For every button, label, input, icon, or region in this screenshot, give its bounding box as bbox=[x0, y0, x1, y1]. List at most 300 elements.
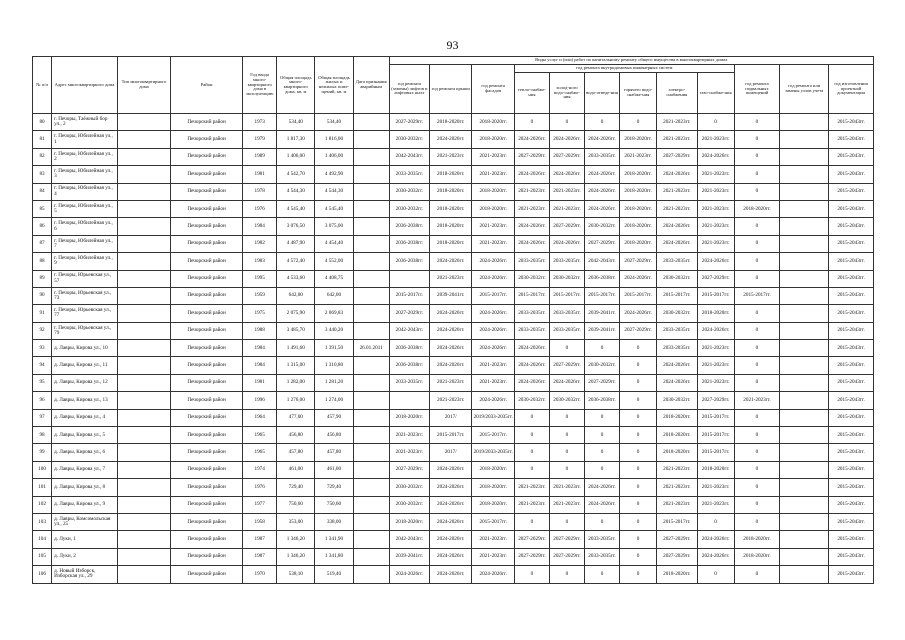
cell-roof: 2024-2026гг. bbox=[430, 548, 472, 565]
cell-address: г. Печоры, Юбилейная ул., 9 bbox=[52, 253, 118, 270]
cell-hot-water: 0 bbox=[620, 340, 657, 357]
cell-address: д. Луки, 2 bbox=[52, 548, 118, 565]
cell-emergency-date bbox=[353, 166, 389, 183]
cell-facade: 2021-2023гг. bbox=[472, 357, 514, 374]
cell-hot-water: 2018-2020гг. bbox=[620, 235, 657, 252]
cell-electric: 2024-2026гг. bbox=[657, 166, 697, 183]
cell-metering bbox=[780, 357, 829, 374]
cell-sewer: 0 bbox=[584, 461, 619, 478]
cell-elevators: 2039-2041гг. bbox=[389, 548, 429, 565]
cell-basement: 0 bbox=[734, 305, 780, 322]
cell-area-total: 4 572,40 bbox=[277, 253, 315, 270]
cell-year: 1976 bbox=[243, 200, 277, 217]
cell-address: г. Печоры, Юбилейная ул., 1 bbox=[52, 131, 118, 148]
cell-number: 96 bbox=[33, 392, 52, 409]
cell-year: 1984 bbox=[243, 340, 277, 357]
page-number: 93 bbox=[446, 38, 459, 52]
cell-heat: 2024-2026гг. bbox=[514, 166, 549, 183]
cell-hot-water: 0 bbox=[620, 479, 657, 496]
cell-sewer: 2033-2035гг. bbox=[584, 548, 619, 565]
cell-basement: 0 bbox=[734, 409, 780, 426]
cell-gas: 2024-2026гг. bbox=[697, 148, 734, 165]
cell-cold-water: 2027-2029гг. bbox=[549, 548, 584, 565]
cell-gas: 2021-2023гг. bbox=[697, 357, 734, 374]
cell-gas: 0 bbox=[697, 114, 734, 131]
cell-sewer: 0 bbox=[584, 566, 619, 583]
cell-area-total: 1 817,30 bbox=[277, 131, 315, 148]
cell-hot-water: 2018-2020гг. bbox=[620, 218, 657, 235]
cell-heat: 2024-2026гг. bbox=[514, 374, 549, 391]
cell-design-docs: 2015-2043гг. bbox=[829, 166, 874, 183]
cell-hot-water: 0 bbox=[620, 114, 657, 131]
table-row bbox=[33, 131, 874, 148]
cell-area-premises: 456,80 bbox=[315, 427, 353, 444]
cell-metering bbox=[780, 566, 829, 583]
cell-address: д. Лавры, Кирова ул., 6 bbox=[52, 444, 118, 461]
cell-type bbox=[117, 287, 170, 304]
cell-type bbox=[117, 200, 170, 217]
cell-type bbox=[117, 270, 170, 287]
cell-design-docs: 2015-2043гг. bbox=[829, 409, 874, 426]
table-row bbox=[33, 253, 874, 270]
cell-heat: 2024-2026гг. bbox=[514, 340, 549, 357]
cell-heat: 0 bbox=[514, 114, 549, 131]
cell-year: 1995 bbox=[243, 270, 277, 287]
cell-district: Печорский район bbox=[171, 513, 243, 530]
cell-cold-water: 2033-2035гг. bbox=[549, 305, 584, 322]
cell-facade: 2018-2020гг. bbox=[472, 183, 514, 200]
cell-area-total: 1 491,60 bbox=[277, 340, 315, 357]
table-row bbox=[33, 566, 874, 583]
cell-electric: 2033-2035гг. bbox=[657, 253, 697, 270]
cell-address: д. Лавры, Кирова ул., 4 bbox=[52, 409, 118, 426]
cell-district: Печорский район bbox=[171, 340, 243, 357]
cell-cold-water: 0 bbox=[549, 566, 584, 583]
cell-elevators: 2042-2043гг. bbox=[389, 322, 429, 339]
cell-elevators: 2036-2038гг. bbox=[389, 218, 429, 235]
cell-address: г. Печоры, Юбилейная ул., 6 bbox=[52, 218, 118, 235]
cell-design-docs: 2015-2043гг. bbox=[829, 287, 874, 304]
cell-number: 93 bbox=[33, 340, 52, 357]
cell-elevators: 2036-2038гг. bbox=[389, 253, 429, 270]
cell-design-docs: 2015-2043гг. bbox=[829, 392, 874, 409]
cell-sewer: 2039-2041гг. bbox=[584, 322, 619, 339]
cell-type bbox=[117, 218, 170, 235]
cell-area-total: 4 545,40 bbox=[277, 200, 315, 217]
cell-year: 1984 bbox=[243, 357, 277, 374]
cell-electric: 2018-2020гг. bbox=[657, 566, 697, 583]
cell-design-docs: 2015-2043гг. bbox=[829, 566, 874, 583]
cell-sewer: 0 bbox=[584, 340, 619, 357]
cell-area-premises: 4 408,75 bbox=[315, 270, 353, 287]
cell-district: Печорский район bbox=[171, 287, 243, 304]
cell-emergency-date bbox=[353, 392, 389, 409]
cell-address: д. Лавры, Кирова ул., 11 bbox=[52, 357, 118, 374]
cell-gas: 2024-2026гг. bbox=[697, 531, 734, 548]
cell-cold-water: 0 bbox=[549, 513, 584, 530]
cell-sewer: 0 bbox=[584, 513, 619, 530]
cell-roof: 2024-2026гг. bbox=[430, 461, 472, 478]
cell-facade: 2021-2023гг. bbox=[472, 235, 514, 252]
header-sewer: водо-отведе-ния bbox=[584, 73, 619, 114]
cell-gas: 2021-2023гг. bbox=[697, 479, 734, 496]
cell-heat: 0 bbox=[514, 461, 549, 478]
cell-address: д. Лавры, Кирова ул., 7 bbox=[52, 461, 118, 478]
cell-area-total: 729,40 bbox=[277, 479, 315, 496]
cell-area-premises: 519,40 bbox=[315, 566, 353, 583]
cell-basement: 2018-2020гг. bbox=[734, 548, 780, 565]
cell-address: д. Лавры, Комсомольская ул., 25 bbox=[52, 513, 118, 530]
cell-emergency-date: 26.01.2011 bbox=[353, 340, 389, 357]
cell-area-total: 3 485,70 bbox=[277, 322, 315, 339]
cell-cold-water: 2027-2029гг. bbox=[549, 531, 584, 548]
cell-basement: 0 bbox=[734, 114, 780, 131]
cell-address: д. Луки, 1 bbox=[52, 531, 118, 548]
cell-design-docs: 2015-2043гг. bbox=[829, 357, 874, 374]
cell-number: 106 bbox=[33, 566, 52, 583]
cell-elevators: 2030-2032гг. bbox=[389, 200, 429, 217]
cell-emergency-date bbox=[353, 374, 389, 391]
cell-area-premises: 338,00 bbox=[315, 513, 353, 530]
cell-elevators: 2030-2032гг. bbox=[389, 496, 429, 513]
cell-metering bbox=[780, 479, 829, 496]
cell-address: д. Лавры, Кирова ул., 10 bbox=[52, 340, 118, 357]
cell-gas: 2021-2023гг. bbox=[697, 496, 734, 513]
cell-basement: 2018-2020гг. bbox=[734, 200, 780, 217]
cell-emergency-date bbox=[353, 148, 389, 165]
cell-elevators: 2030-2032гг. bbox=[389, 183, 429, 200]
cell-roof: 2024-2026гг. bbox=[430, 566, 472, 583]
cell-sewer: 2024-2026гг. bbox=[584, 479, 619, 496]
cell-cold-water: 2024-2026гг. bbox=[549, 235, 584, 252]
cell-address: г. Печоры, Юбилейная ул., 2 bbox=[52, 148, 118, 165]
cell-district: Печорский район bbox=[171, 566, 243, 583]
header-hot-water: горячего водо-снабже-ния bbox=[620, 73, 657, 114]
cell-design-docs: 2015-2043гг. bbox=[829, 270, 874, 287]
cell-number: 98 bbox=[33, 427, 52, 444]
cell-type bbox=[117, 357, 170, 374]
cell-emergency-date bbox=[353, 427, 389, 444]
cell-design-docs: 2015-2043гг. bbox=[829, 218, 874, 235]
cell-type bbox=[117, 409, 170, 426]
cell-basement: 0 bbox=[734, 183, 780, 200]
header-address: Адрес многоквартирного дома bbox=[52, 57, 118, 114]
cell-heat: 2021-2023гг. bbox=[514, 496, 549, 513]
cell-heat: 0 bbox=[514, 409, 549, 426]
cell-metering bbox=[780, 131, 829, 148]
cell-facade: 2024-2026гг. bbox=[472, 340, 514, 357]
cell-electric: 2015-2017гг. bbox=[657, 513, 697, 530]
cell-metering bbox=[780, 461, 829, 478]
cell-area-premises: 534,40 bbox=[315, 114, 353, 131]
cell-emergency-date bbox=[353, 479, 389, 496]
cell-design-docs: 2015-2043гг. bbox=[829, 513, 874, 530]
cell-hot-water: 0 bbox=[620, 444, 657, 461]
cell-district: Печорский район bbox=[171, 114, 243, 131]
cell-elevators: 2018-2020гг. bbox=[389, 513, 429, 530]
cell-year: 1981 bbox=[243, 374, 277, 391]
cell-heat: 2030-2032гг. bbox=[514, 392, 549, 409]
cell-cold-water: 2024-2026гг. bbox=[549, 166, 584, 183]
cell-facade: 2019/2033-2035гг. bbox=[472, 409, 514, 426]
cell-electric: 2033-2035гг. bbox=[657, 322, 697, 339]
cell-roof: 2024-2026гг. bbox=[430, 253, 472, 270]
cell-sewer: 2024-2026гг. bbox=[584, 131, 619, 148]
cell-hot-water: 2018-2020гг. bbox=[620, 131, 657, 148]
cell-area-total: 1 276,00 bbox=[277, 392, 315, 409]
cell-gas: 2015-2017гг. bbox=[697, 427, 734, 444]
cell-district: Печорский район bbox=[171, 253, 243, 270]
cell-hot-water: 0 bbox=[620, 531, 657, 548]
cell-facade: 2024-2026гг. bbox=[472, 392, 514, 409]
cell-cold-water: 2015-2017гг. bbox=[549, 287, 584, 304]
cell-facade: 2024-2026гг. bbox=[472, 305, 514, 322]
cell-basement: 0 bbox=[734, 496, 780, 513]
cell-area-total: 1 315,00 bbox=[277, 357, 315, 374]
cell-design-docs: 2015-2043гг. bbox=[829, 374, 874, 391]
cell-district: Печорский район bbox=[171, 131, 243, 148]
cell-type bbox=[117, 374, 170, 391]
cell-emergency-date bbox=[353, 357, 389, 374]
cell-area-total: 750,60 bbox=[277, 496, 315, 513]
cell-area-total: 2 075,90 bbox=[277, 305, 315, 322]
cell-electric: 2021-2023гг. bbox=[657, 200, 697, 217]
cell-design-docs: 2015-2043гг. bbox=[829, 114, 874, 131]
cell-district: Печорский район bbox=[171, 270, 243, 287]
cell-cold-water: 2030-2032гг. bbox=[549, 392, 584, 409]
cell-sewer: 2042-2043гг. bbox=[584, 253, 619, 270]
cell-heat: 2033-2035гг. bbox=[514, 253, 549, 270]
cell-address: д. Лавры, Кирова ул., 12 bbox=[52, 374, 118, 391]
cell-facade: 2021-2023гг. bbox=[472, 374, 514, 391]
cell-electric: 2021-2023гг. bbox=[657, 131, 697, 148]
cell-hot-water: 0 bbox=[620, 392, 657, 409]
cell-gas: 2021-2023гг. bbox=[697, 340, 734, 357]
cell-heat: 0 bbox=[514, 444, 549, 461]
cell-elevators: 2021-2023гг. bbox=[389, 427, 429, 444]
cell-roof: 2021-2023гг. bbox=[430, 270, 472, 287]
cell-cold-water: 2033-2035гг. bbox=[549, 322, 584, 339]
table-row bbox=[33, 409, 874, 426]
cell-roof: 2024-2026гг. bbox=[430, 322, 472, 339]
cell-electric: 2027-2029гг. bbox=[657, 148, 697, 165]
cell-gas: 2021-2023гг. bbox=[697, 218, 734, 235]
cell-district: Печорский район bbox=[171, 200, 243, 217]
cell-year: 1965 bbox=[243, 427, 277, 444]
cell-basement: 0 bbox=[734, 131, 780, 148]
cell-area-total: 456,80 bbox=[277, 427, 315, 444]
cell-metering bbox=[780, 287, 829, 304]
table-row bbox=[33, 340, 874, 357]
cell-design-docs: 2015-2043гг. bbox=[829, 531, 874, 548]
cell-basement: 0 bbox=[734, 444, 780, 461]
cell-elevators: 2042-2043гг. bbox=[389, 531, 429, 548]
cell-elevators: 2036-2038гг. bbox=[389, 235, 429, 252]
cell-district: Печорский район bbox=[171, 496, 243, 513]
cell-number: 88 bbox=[33, 253, 52, 270]
cell-facade: 2024-2026гг. bbox=[472, 270, 514, 287]
cell-number: 99 bbox=[33, 444, 52, 461]
cell-sewer: 2024-2026гг. bbox=[584, 166, 619, 183]
cell-hot-water: 2018-2020гг. bbox=[620, 166, 657, 183]
cell-area-premises: 1 391,50 bbox=[315, 340, 353, 357]
cell-number: 86 bbox=[33, 218, 52, 235]
cell-elevators: 2033-2035гг. bbox=[389, 374, 429, 391]
cell-address: г. Печоры, Таёжный бор ул., 2 bbox=[52, 114, 118, 131]
cell-roof: 2021-2023гг. bbox=[430, 148, 472, 165]
cell-roof: 2024-2026гг. bbox=[430, 340, 472, 357]
cell-roof: 2018-2020гг. bbox=[430, 200, 472, 217]
header-metering: год ремонта или замены узлов учета bbox=[780, 65, 829, 114]
header-roof: год ремонта крыши bbox=[430, 65, 472, 114]
cell-type bbox=[117, 392, 170, 409]
cell-facade: 2018-2020гг. bbox=[472, 461, 514, 478]
cell-type bbox=[117, 253, 170, 270]
cell-cold-water: 2027-2029гг. bbox=[549, 357, 584, 374]
cell-area-premises: 4 492,90 bbox=[315, 166, 353, 183]
cell-sewer: 2030-2032гг. bbox=[584, 357, 619, 374]
cell-emergency-date bbox=[353, 200, 389, 217]
cell-basement: 0 bbox=[734, 340, 780, 357]
table-row bbox=[33, 200, 874, 217]
cell-facade: 2018-2020гг. bbox=[472, 496, 514, 513]
cell-basement: 0 bbox=[734, 322, 780, 339]
cell-area-total: 457,80 bbox=[277, 444, 315, 461]
cell-year: 1978 bbox=[243, 183, 277, 200]
cell-address: г. Печоры, Юбилейная ул., 3 bbox=[52, 166, 118, 183]
header-systems-group: год ремонта внутридомовых инженерных систем bbox=[514, 65, 734, 73]
cell-type bbox=[117, 148, 170, 165]
header-district: Район bbox=[171, 57, 243, 114]
cell-hot-water: 2015-2017гг. bbox=[620, 287, 657, 304]
cell-roof: 2039-2041гг. bbox=[430, 287, 472, 304]
cell-design-docs: 2015-2043гг. bbox=[829, 461, 874, 478]
cell-number: 81 bbox=[33, 131, 52, 148]
cell-emergency-date bbox=[353, 235, 389, 252]
cell-elevators: 2036-2038гг. bbox=[389, 357, 429, 374]
cell-electric: 2021-2023гг. bbox=[657, 461, 697, 478]
cell-emergency-date bbox=[353, 183, 389, 200]
cell-gas: 2027-2029гг. bbox=[697, 392, 734, 409]
cell-district: Печорский район bbox=[171, 444, 243, 461]
table-row bbox=[33, 305, 874, 322]
cell-metering bbox=[780, 148, 829, 165]
cell-district: Печорский район bbox=[171, 548, 243, 565]
cell-electric: 2018-2020гг. bbox=[657, 427, 697, 444]
cell-number: 104 bbox=[33, 531, 52, 548]
cell-facade: 2019/2033-2035гг. bbox=[472, 444, 514, 461]
cell-gas: 2024-2026гг. bbox=[697, 548, 734, 565]
cell-emergency-date bbox=[353, 409, 389, 426]
cell-basement: 0 bbox=[734, 253, 780, 270]
cell-hot-water: 2018-2020гг. bbox=[620, 200, 657, 217]
cell-year: 1989 bbox=[243, 148, 277, 165]
cell-sewer: 0 bbox=[584, 409, 619, 426]
cell-sewer: 2024-2026гг. bbox=[584, 496, 619, 513]
cell-type bbox=[117, 235, 170, 252]
cell-type bbox=[117, 531, 170, 548]
table-row bbox=[33, 270, 874, 287]
cell-year: 1973 bbox=[243, 114, 277, 131]
table-row bbox=[33, 513, 874, 530]
cell-metering bbox=[780, 392, 829, 409]
cell-district: Печорский район bbox=[171, 322, 243, 339]
cell-elevators: 2033-2035гг. bbox=[389, 166, 429, 183]
cell-metering bbox=[780, 235, 829, 252]
cell-metering bbox=[780, 183, 829, 200]
cell-heat: 2027-2029гг. bbox=[514, 531, 549, 548]
cell-area-premises: 457,90 bbox=[315, 409, 353, 426]
cell-emergency-date bbox=[353, 531, 389, 548]
cell-area-premises: 3 075,00 bbox=[315, 218, 353, 235]
cell-area-premises: 729,40 bbox=[315, 479, 353, 496]
cell-district: Печорский район bbox=[171, 374, 243, 391]
cell-cold-water: 2021-2023гг. bbox=[549, 200, 584, 217]
cell-number: 97 bbox=[33, 409, 52, 426]
cell-area-total: 1 346,20 bbox=[277, 531, 315, 548]
cell-sewer: 0 bbox=[584, 427, 619, 444]
cell-cold-water: 0 bbox=[549, 461, 584, 478]
cell-gas: 2021-2023гг. bbox=[697, 235, 734, 252]
cell-metering bbox=[780, 114, 829, 131]
cell-facade: 2021-2023гг. bbox=[472, 531, 514, 548]
cell-number: 103 bbox=[33, 513, 52, 530]
cell-area-total: 1 346,20 bbox=[277, 548, 315, 565]
cell-area-premises: 4 544,30 bbox=[315, 183, 353, 200]
cell-year: 1974 bbox=[243, 461, 277, 478]
header-type: Тип многоквартирного дома bbox=[117, 57, 170, 114]
cell-roof: 2015-2017гг. bbox=[430, 427, 472, 444]
cell-area-premises: 3 440,20 bbox=[315, 322, 353, 339]
cell-address: г. Печоры, Юрьевская ул., 79 bbox=[52, 322, 118, 339]
cell-basement: 0 bbox=[734, 427, 780, 444]
cell-area-premises: 1 310,80 bbox=[315, 357, 353, 374]
cell-hot-water: 0 bbox=[620, 427, 657, 444]
cell-gas: 0 bbox=[697, 566, 734, 583]
cell-elevators: 2018-2020гг. bbox=[389, 409, 429, 426]
cell-hot-water: 0 bbox=[620, 548, 657, 565]
table-row bbox=[33, 114, 874, 131]
cell-area-total: 1 282,00 bbox=[277, 374, 315, 391]
cell-sewer: 0 bbox=[584, 444, 619, 461]
cell-facade: 2018-2020гг. bbox=[472, 131, 514, 148]
cell-area-premises: 1 274,00 bbox=[315, 392, 353, 409]
cell-area-premises: 461,00 bbox=[315, 461, 353, 478]
cell-heat: 2027-2029гг. bbox=[514, 148, 549, 165]
cell-sewer: 2036-2038гг. bbox=[584, 270, 619, 287]
cell-area-total: 4 544,30 bbox=[277, 183, 315, 200]
table-row bbox=[33, 166, 874, 183]
cell-elevators: 2027-2029гг. bbox=[389, 305, 429, 322]
cell-area-premises: 1 406,00 bbox=[315, 148, 353, 165]
cell-sewer: 2030-2032гг. bbox=[584, 218, 619, 235]
cell-year: 1984 bbox=[243, 218, 277, 235]
cell-basement: 0 bbox=[734, 235, 780, 252]
cell-cold-water: 2024-2026гг. bbox=[549, 374, 584, 391]
cell-type bbox=[117, 166, 170, 183]
cell-hot-water: 2021-2023гг. bbox=[620, 148, 657, 165]
cell-design-docs: 2015-2043гг. bbox=[829, 305, 874, 322]
cell-electric: 2027-2029гг. bbox=[657, 531, 697, 548]
cell-basement: 0 bbox=[734, 357, 780, 374]
cell-roof: 2024-2026гг. bbox=[430, 305, 472, 322]
cell-elevators: 2015-2017гг. bbox=[389, 287, 429, 304]
cell-basement: 0 bbox=[734, 374, 780, 391]
cell-year: 1983 bbox=[243, 253, 277, 270]
cell-heat: 0 bbox=[514, 566, 549, 583]
cell-district: Печорский район bbox=[171, 392, 243, 409]
cell-basement: 0 bbox=[734, 566, 780, 583]
